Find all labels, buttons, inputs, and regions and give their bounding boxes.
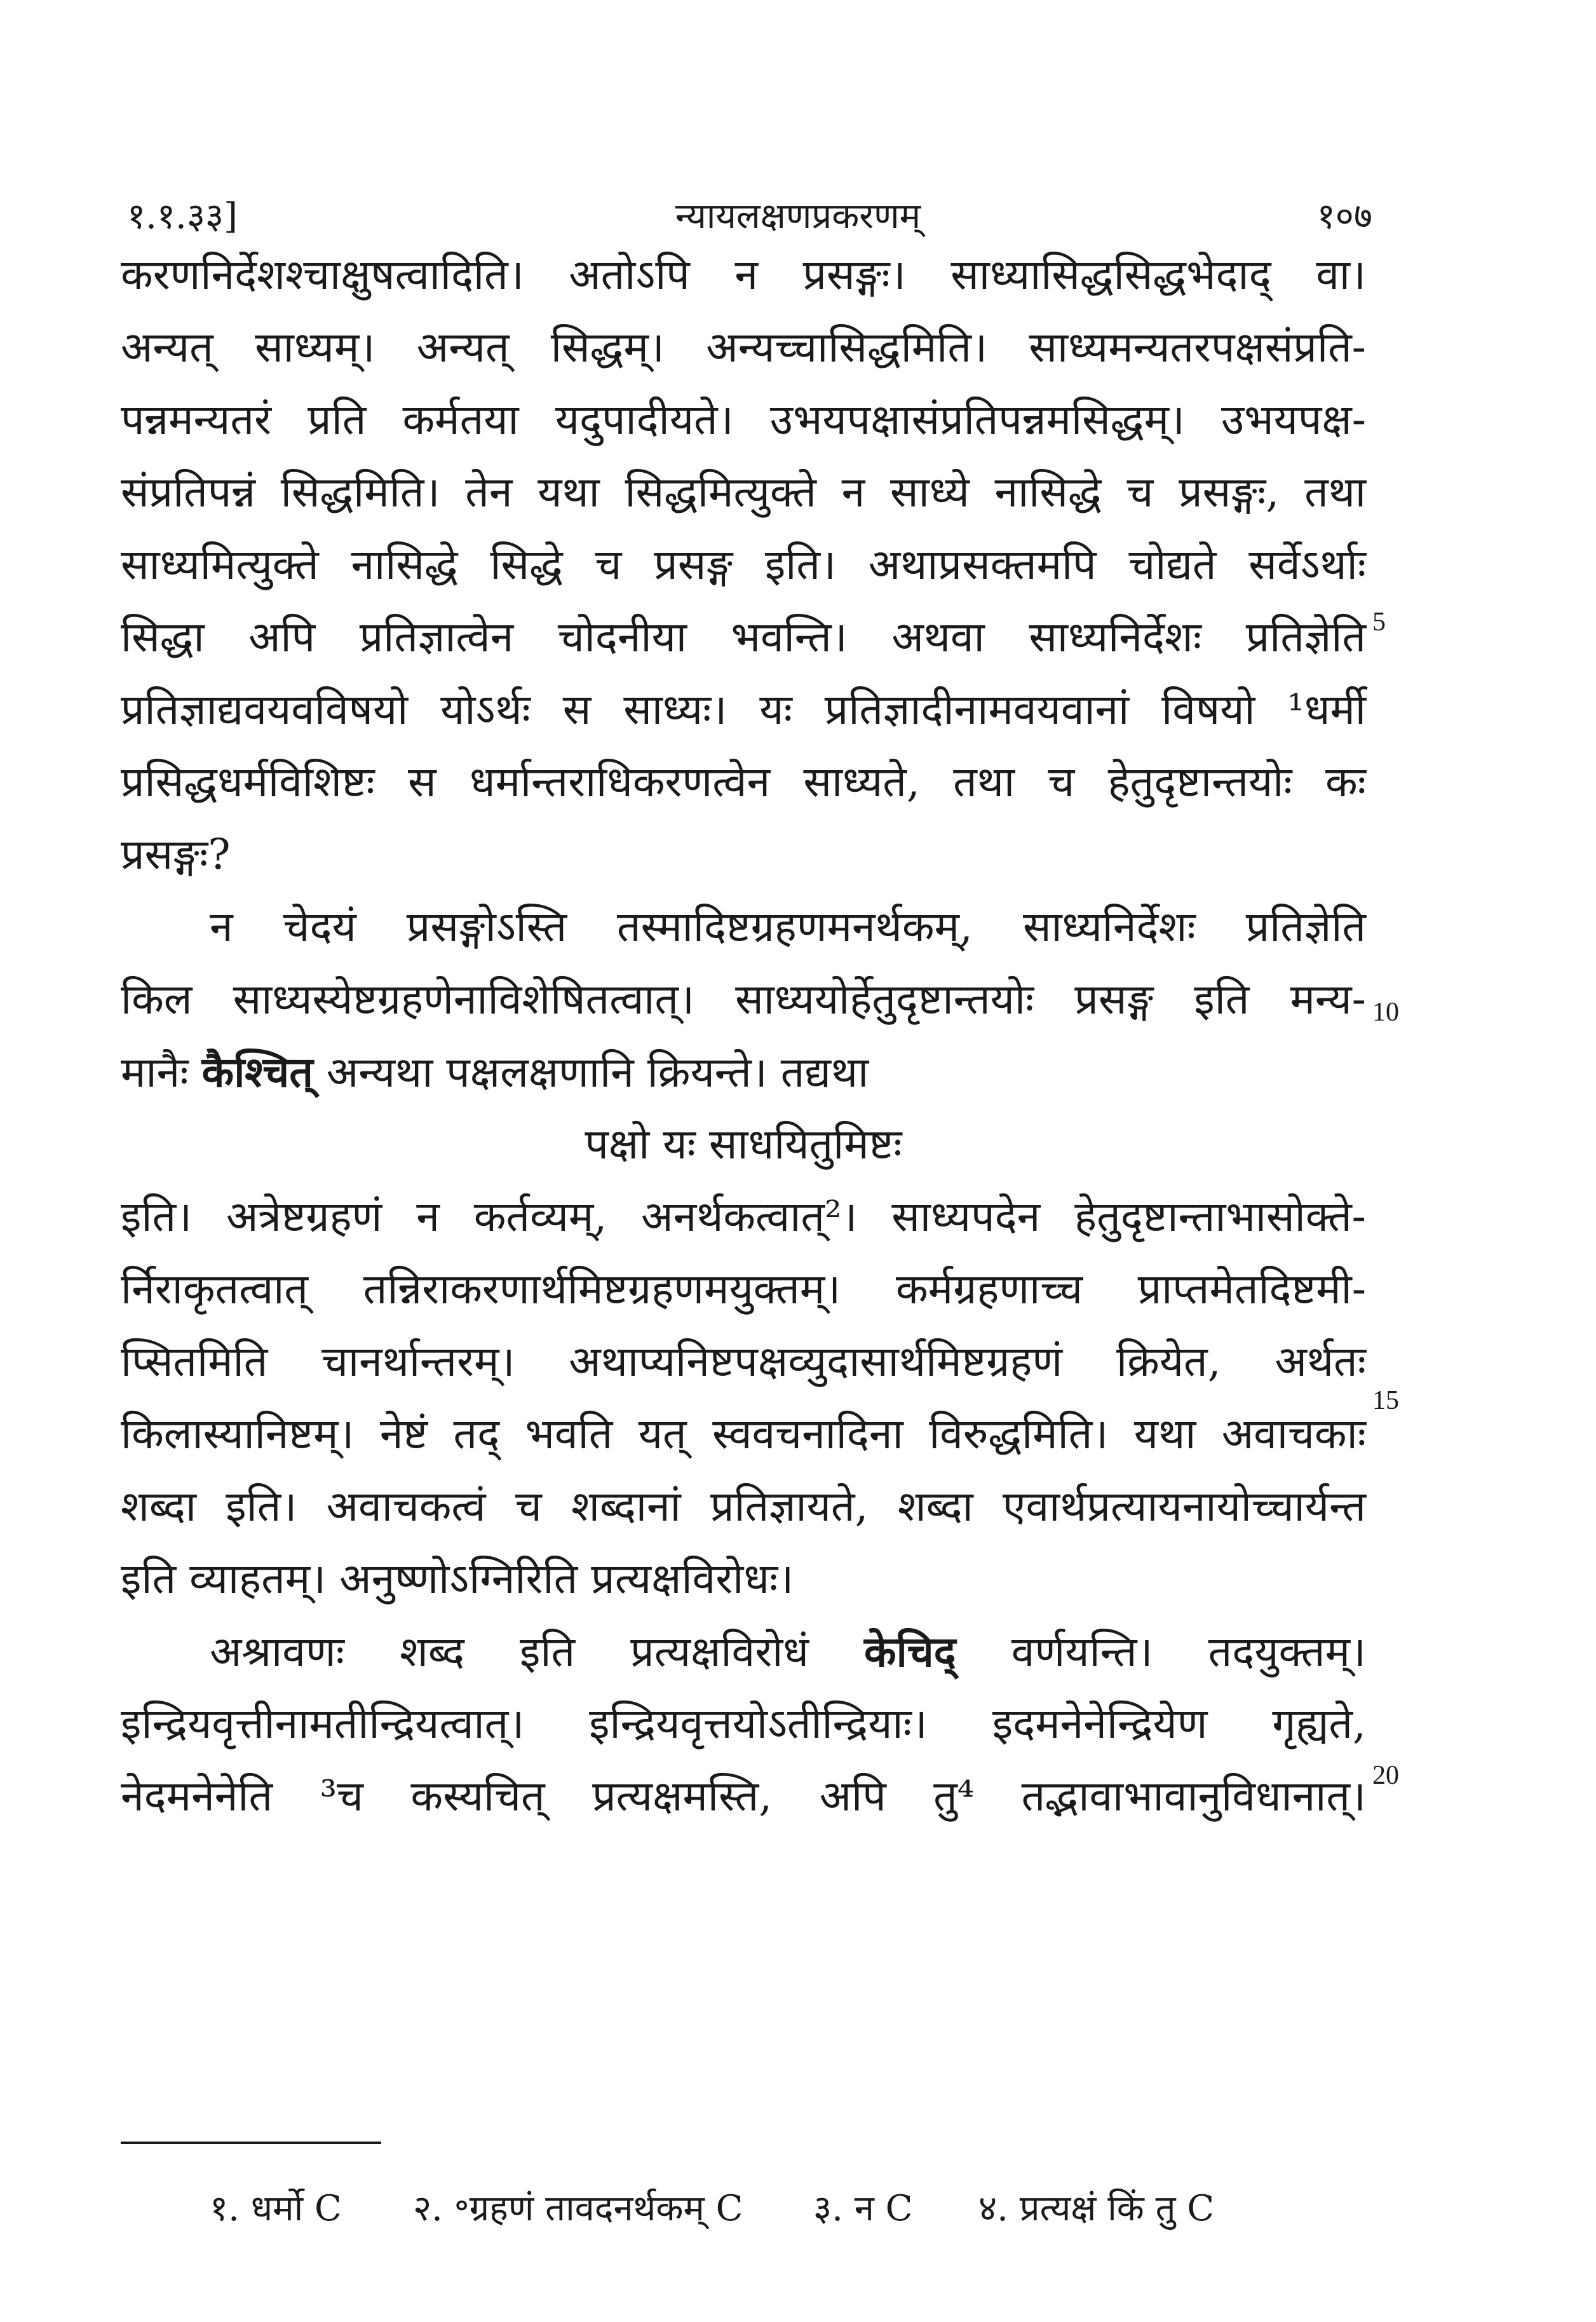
footnote: १. धर्मो C [210,2188,342,2229]
bold-term: कैश्चित् [201,1047,313,1097]
footnote: ३. न C [813,2188,913,2229]
text-line: किलास्यानिष्टम्। नेष्टं तद् भवति यत् स्ववचनादिना विरुद्धमिति। यथा अवाचकाः [121,1409,1366,1458]
header-section-number: १.१.३३] [127,196,238,237]
line-number: 20 [1372,1761,1399,1790]
text-line: इति व्याहतम्। अनुष्णोऽग्निरिति प्रत्यक्षविरोधः। [121,1554,794,1603]
text-line: प्रसङ्गः? [121,830,231,879]
text-line: इति। अत्रेष्टग्रहणं न कर्तव्यम्, अनर्थकत्वात्²। साध्यपदेन हेतुदृष्टान्ताभासोक्ते- [121,1192,1366,1241]
text-line: इन्द्रियवृत्तीनामतीन्द्रियत्वात्। इन्द्रियवृत्तयोऽतीन्द्रियाः। इदमनेनेन्द्रियेण गृह्यते, [121,1699,1366,1748]
bold-term: केचिद् [863,1627,956,1676]
text-line: प्रतिज्ञाद्यवयवविषयो योऽर्थः स साध्यः। यः प्रतिज्ञादीनामवयवानां विषयो ¹धर्मी [121,685,1366,734]
footnote: २. ॰ग्रहणं तावदनर्थकम् C [413,2188,743,2229]
line-number: 5 [1372,608,1386,637]
text-line: प्सितमिति चानर्थान्तरम्। अथाप्यनिष्टपक्षव्युदासार्थमिष्टग्रहणं क्रियेत, अर्थतः [121,1337,1366,1386]
text-line: र्निराकृतत्वात् तन्निराकरणार्थमिष्टग्रहणमयुक्तम्। कर्मग्रहणाच्च प्राप्तमेतदिष्टमी- [121,1265,1366,1314]
line-number: 10 [1372,998,1399,1027]
text-line: पन्नमन्यतरं प्रति कर्मतया यदुपादीयते। उभयपक्षासंप्रतिपन्नमसिद्धम्। उभयपक्ष- [121,395,1366,444]
page-number: १०७ [1316,196,1372,237]
text-line [121,1047,1366,1097]
text-line: शब्दा इति। अवाचकत्वं च शब्दानां प्रतिज्ञायते, शब्दा एवार्थप्रत्यायनायोच्चार्यन्त [121,1482,1366,1531]
text-line: सिद्धा अपि प्रतिज्ञात्वेन चोदनीया भवन्ति। अथवा साध्यनिर्देशः प्रतिज्ञेति [121,613,1366,662]
line-number: 15 [1372,1386,1399,1415]
text-span: अन्यथा पक्षलक्षणानि क्रियन्ते। तद्यथा [326,1048,869,1097]
verse-line: पक्षो यः साधयितुमिष्टः [585,1120,902,1169]
text-line [210,1627,1367,1676]
footnote-rule [121,2142,381,2144]
text-span: वर्णयन्ति। तदयुक्तम्। [1011,1627,1367,1676]
text-line: संप्रतिपन्नं सिद्धमिति। तेन यथा सिद्धमित्युक्ते न साध्ये नासिद्धे च प्रसङ्गः, तथा [121,468,1366,517]
text-line: न चेदयं प्रसङ्गोऽस्ति तस्मादिष्टग्रहणमनर्थकम्, साध्यनिर्देशः प्रतिज्ञेति [210,902,1366,951]
footnote: ४. प्रत्यक्षं किं तु C [978,2188,1215,2229]
text-line: किल साध्यस्येष्टग्रहणेनाविशेषितत्वात्। साध्ययोर्हेतुदृष्टान्तयोः प्रसङ्ग इति मन्य- [121,975,1366,1024]
text-line: अन्यत् साध्यम्। अन्यत् सिद्धम्। अन्यच्चासिद्धमिति। साध्यमन्यतरपक्षसंप्रति- [121,323,1366,372]
text-line: करणनिर्देशश्चाक्षुषत्वादिति। अतोऽपि न प्रसङ्गः। साध्यासिद्धसिद्धभेदाद् वा। [121,250,1366,299]
text-line: साध्यमित्युक्ते नासिद्धे सिद्धे च प्रसङ्ग इति। अथाप्रसक्तमपि चोद्यते सर्वेऽर्थाः [121,540,1366,589]
text-span: अश्रावणः शब्द इति प्रत्यक्षविरोधं [210,1627,809,1676]
running-title: न्यायलक्षणप्रकरणम् [675,196,921,237]
text-line: प्रसिद्धधर्मविशिष्टः स धर्मान्तराधिकरणत्वेन साध्यते, तथा च हेतुदृष्टान्तयोः कः [121,757,1366,806]
text-line: नेदमनेनेति ³च कस्यचित् प्रत्यक्षमस्ति, अपि तु⁴ तद्भावाभावानुविधानात्। [121,1772,1366,1821]
text-span: मानैः [121,1048,189,1097]
